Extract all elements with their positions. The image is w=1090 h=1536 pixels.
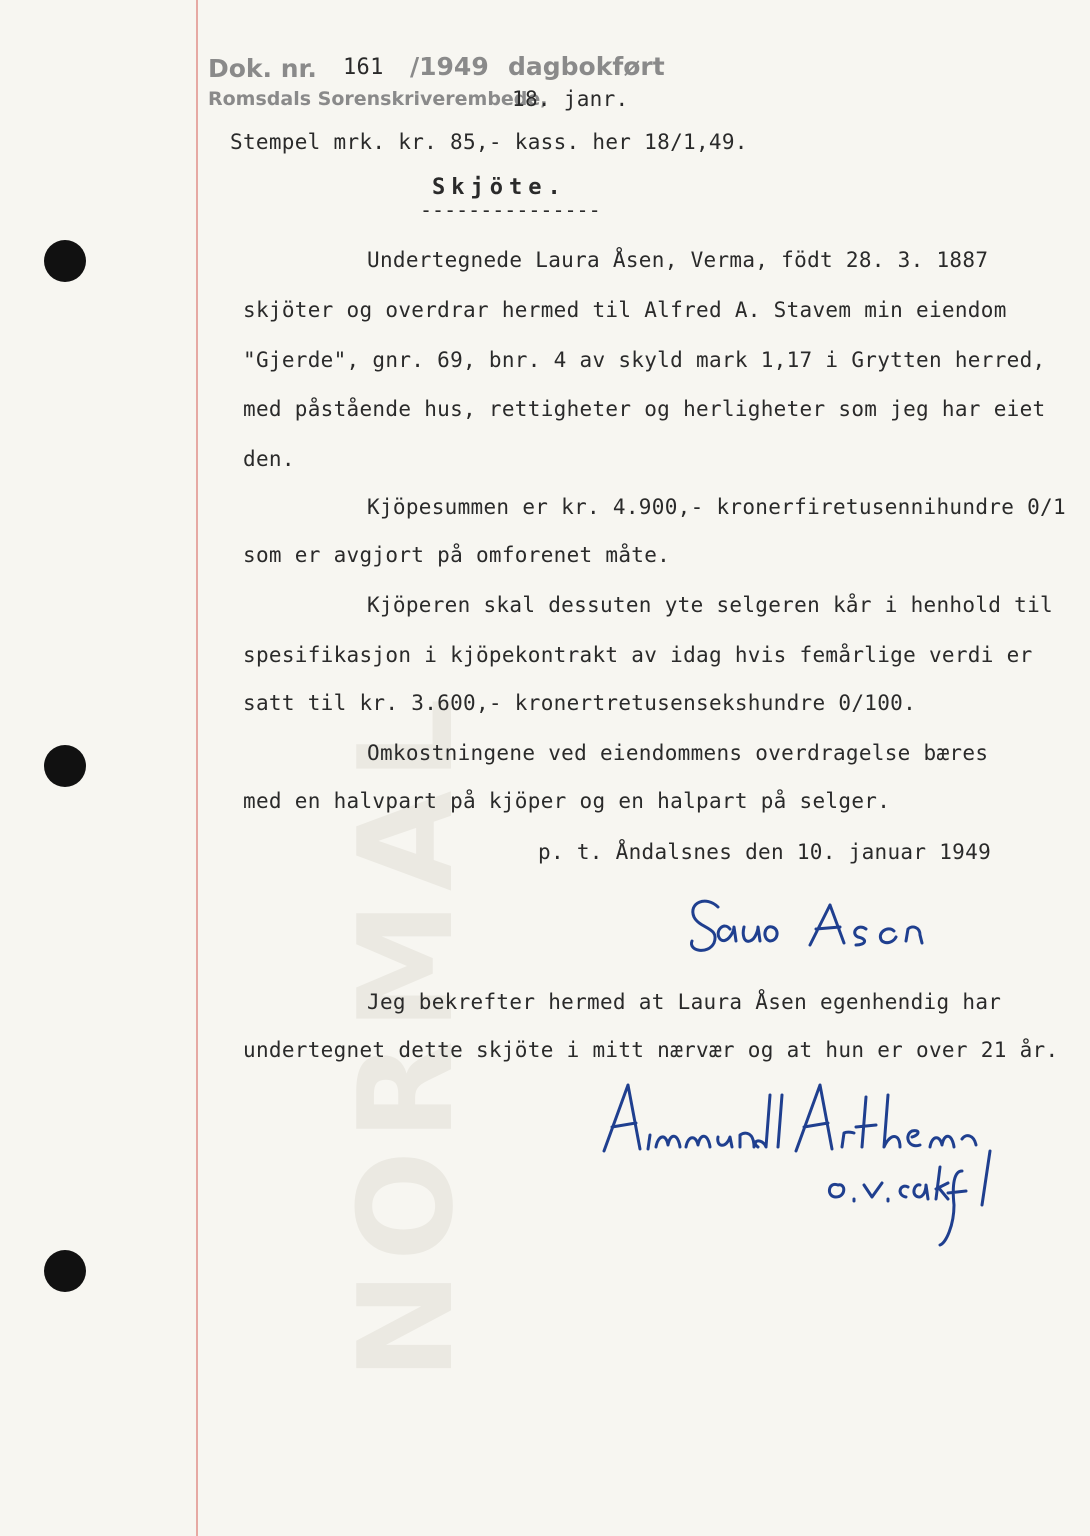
- punch-hole-bottom: [44, 1250, 86, 1292]
- body-line-11: Omkostningene ved eiendommens overdragelse bæres: [367, 741, 989, 765]
- body-line-1: Undertegnede Laura Åsen, Verma, födt 28. 3. 1887: [367, 248, 989, 272]
- body-line-12: med en halvpart på kjöper og en halpart på selger.: [243, 789, 891, 813]
- body-line-8: Kjöperen skal dessuten yte selgeren kår i henhold til: [367, 593, 1053, 617]
- stamp-office: Romsdals Sorenskriverembede,: [208, 88, 548, 110]
- body-line-5: den.: [243, 447, 295, 471]
- body-line-3: "Gjerde", gnr. 69, bnr. 4 av skyld mark 1,17 i Grytten herred,: [243, 348, 1046, 372]
- seller-signature: [680, 885, 990, 965]
- stamp-duty-line: Stempel mrk. kr. 85,- kass. her 18/1,49.: [230, 130, 748, 154]
- margin-line: [196, 0, 198, 1536]
- body-line-7: som er avgjort på omforenet måte.: [243, 543, 671, 567]
- body-line-6: Kjöpesummen er kr. 4.900,- kronerfiretusennihundre 0/1: [367, 495, 1066, 519]
- stamp-doknr: Dok. nr.: [208, 54, 317, 83]
- place-date: p. t. Åndalsnes den 10. januar 1949: [538, 840, 992, 864]
- body-line-4: med påstående hus, rettigheter og herligheter som jeg har eiet: [243, 397, 1046, 421]
- punch-hole-middle: [44, 745, 86, 787]
- title-underline: ---------------: [420, 198, 601, 222]
- document-title: Skjöte.: [432, 175, 567, 200]
- body-line-9: spesifikasjon i kjöpekontrakt av idag hvis femårlige verdi er: [243, 643, 1033, 667]
- normal-watermark: NORMAL: [330, 687, 482, 1380]
- body-line-10: satt til kr. 3.600,- kronertretusensekshundre 0/100.: [243, 691, 917, 715]
- attestation-line-1: Jeg bekrefter hermed at Laura Åsen egenhendig har: [367, 990, 1002, 1014]
- received-date: 18. janr.: [512, 87, 629, 111]
- stamp-dagbokfort: dagbokført: [508, 52, 665, 81]
- body-line-2: skjöter og overdrar hermed til Alfred A. Stavem min eiendom: [243, 298, 1007, 322]
- punch-hole-top: [44, 240, 86, 282]
- witness-signature: [590, 1075, 1010, 1255]
- stamp-year: /1949: [410, 52, 489, 81]
- document-number: 161: [343, 55, 384, 80]
- attestation-line-2: undertegnet dette skjöte i mitt nærvær og at hun er over 21 år.: [243, 1038, 1059, 1062]
